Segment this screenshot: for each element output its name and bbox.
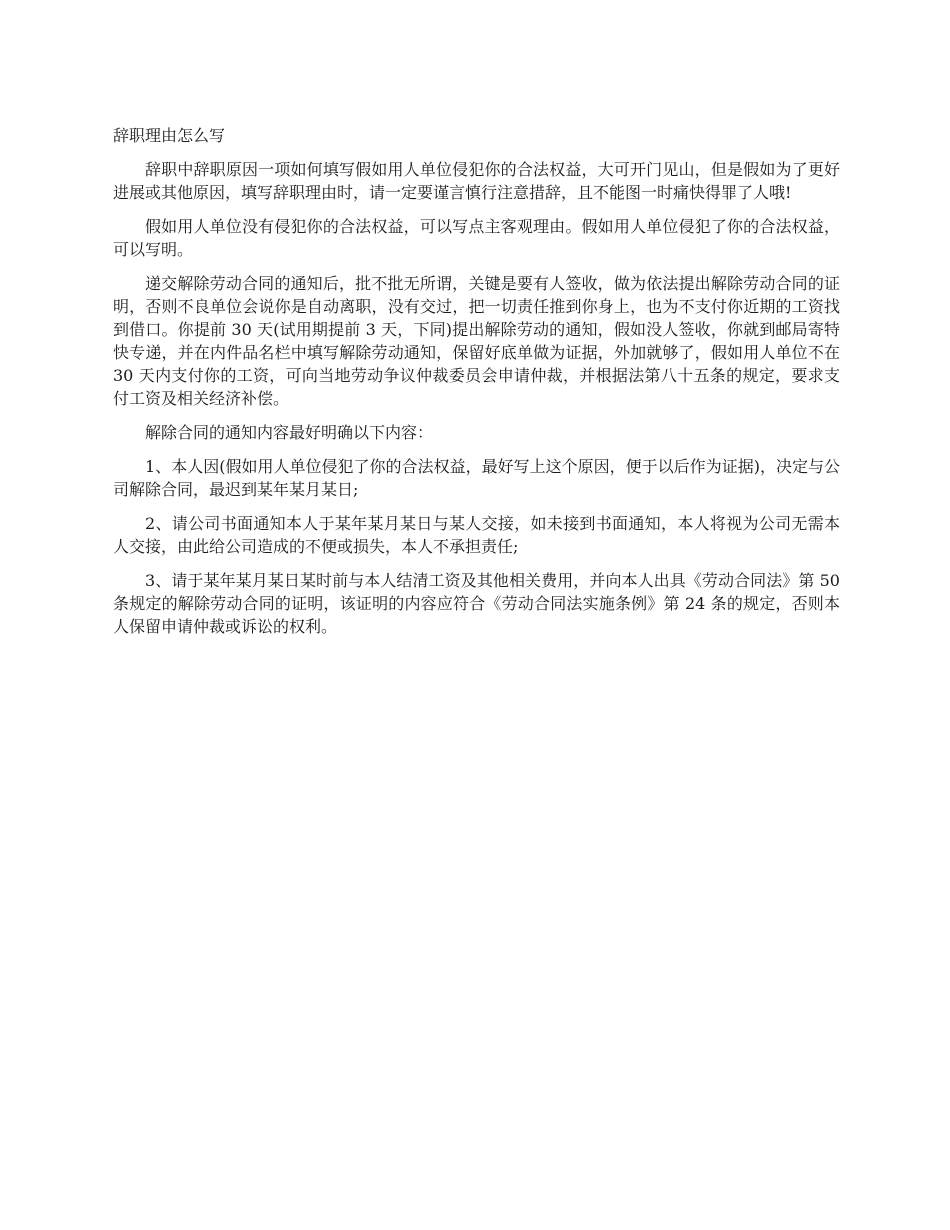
paragraph-item-1: 1、本人因(假如用人单位侵犯了你的合法权益，最好写上这个原因，便于以后作为证据)，决定与公司解除合同，最迟到某年某月某日; [113,457,840,499]
paragraph-item-2: 2、请公司书面通知本人于某年某月某日与某人交接，如未接到书面通知，本人将视为公司无需本人交接，由此给公司造成的不便或损失，本人不承担责任; [113,514,840,556]
paragraph-intro: 辞职中辞职原因一项如何填写假如用人单位侵犯你的合法权益，大可开门见山，但是假如为了更好进展或其他原因，填写辞职理由时，请一定要谨言慎行注意措辞，且不能图一时痛快得罪了人哦! [113,160,840,202]
paragraph-item-3: 3、请于某年某月某日某时前与本人结清工资及其他相关费用，并向本人出具《劳动合同法》第 50 条规定的解除劳动合同的证明，该证明的内容应符合《劳动合同法实施条例》第 24 条的规定，否则本人保留申请仲裁或诉讼的权利。 [113,571,840,636]
paragraph-notice-content-heading: 解除合同的通知内容最好明确以下内容： [145,423,434,442]
document-title: 辞职理由怎么写 [113,126,226,145]
document-body [113,124,840,649]
paragraph-notice-delivery: 递交解除劳动合同的通知后，批不批无所谓，关键是要有人签收，做为依法提出解除劳动合同的证明，否则不良单位会说你是自动离职，没有交过，把一切责任推到你身上，也为不支付你近期的工资找到借口。你提前 30 天(试用期提前 3 天，下同)提出解除劳动的通知，假如没人签收，你就到邮局寄特快专递，并在内件品名栏中填写解除劳动通知，保留好底单做为证据，外加就够了，假如用人单位不在 30 天内支付你的工资，可向当地劳动争议仲裁委员会申请仲裁，并根据法第八十五条的规定，要求支付工资及相关经济补偿。 [113,274,840,408]
paragraph-no-infringement: 假如用人单位没有侵犯你的合法权益，可以写点主客观理由。假如用人单位侵犯了你的合法权益，可以写明。 [113,217,840,259]
